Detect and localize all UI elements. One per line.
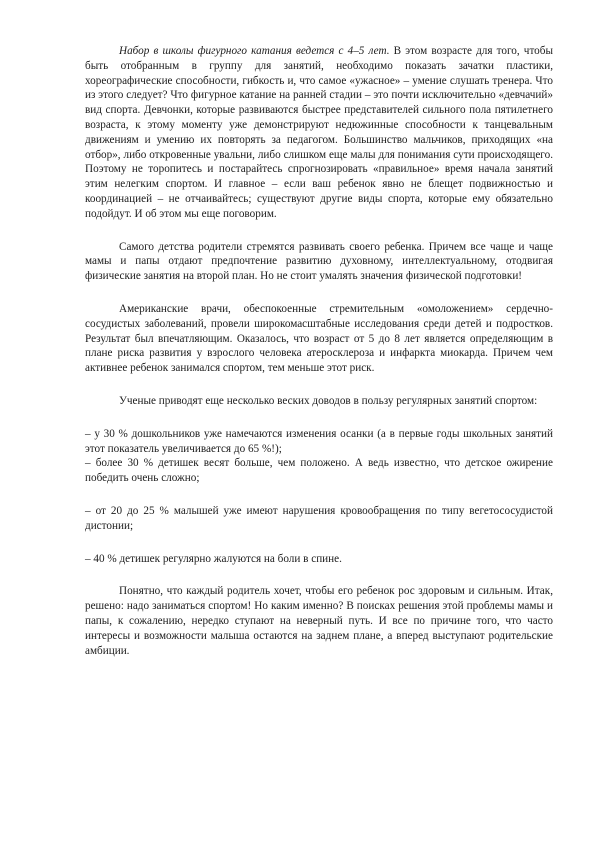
paragraph-intro xyxy=(85,44,553,222)
paragraph-gap xyxy=(85,566,553,584)
list-item-back-pain: – 40 % детишек регулярно жалуются на боли в спине. xyxy=(85,552,342,565)
paragraph-research: Американские врачи, обеспокоенные стремительным «омоложением» сердечно-сосудистых заболеваний, провели широкомасштабные исследования среди детей и подростков. Результат был впечатляющим. Оказалось, что возраст от 5 до 8 лет является определяющим в плане риска развития у взрослого человека атеросклероза и инфаркта миокарда. Причем чем активнее ребенок занимался спортом, тем меньше этот риск. xyxy=(85,302,553,375)
intro-italic-text: Набор в школы фигурного катания ведется с 4–5 лет. xyxy=(119,45,390,57)
intro-body-text: В этом возрасте для того, чтобы быть отобранным в группу для занятий, необходимо показать зачатки пластики, хореографические способности, гибкость и, что самое «ужасное» – умение слушать тренера. Что из этого следует? Что фигурное катание на ранней стадии – это почти исключительно «девчачий» вид спорта. Девчонки, которые развиваются быстрее представителей сильного пола пятилетнего возраста, к этому моменту уже демонстрируют недюжинные способности к танцевальным движениям и умению их повторять за педагогом. Большинство мальчиков, приходящих «на отбор», либо откровенные увальни, либо слишком еще малы для понимания сути происходящего. Поэтому не торопитесь и постарайтесь спрогнозировать «правильное» время начала занятий этим нелегким спортом. И главное – если ваш ребенок явно не блещет подвижностью и координацией – не отчаивайтесь; существуют другие виды спорта, которые ему обязательно подойдут. И об этом мы еще поговорим. xyxy=(85,45,553,220)
list-item-circulation: – от 20 до 25 % малышей уже имеют нарушения кровообращения по типу вегетососудистой дистонии; xyxy=(85,504,553,532)
paragraph-gap xyxy=(85,534,553,552)
paragraph-conclusion: Понятно, что каждый родитель хочет, чтобы его ребенок рос здоровым и сильным. Итак, решено: надо заниматься спортом! Но каким именно? В поисках решения этой проблемы мамы и папы, к сожалению, нередко ступают на неверный путь. И все по причине того, что часто интересы и возможности малыша остаются на заднем плане, а вперед выступают родительские амбиции. xyxy=(85,585,553,657)
paragraph-gap xyxy=(85,284,553,302)
paragraph-development: Самого детства родители стремятся развивать своего ребенка. Причем все чаще и чаще мамы и папы отдают предпочтение развитию духовному, интеллектуальному, отодвигая физические занятия на второй план. Но не стоит умалять значения физической подготовки! xyxy=(85,240,553,283)
paragraph-arguments: Ученые приводят еще несколько веских доводов в пользу регулярных занятий спортом: xyxy=(119,394,538,407)
paragraph-gap xyxy=(85,486,553,504)
list-item-posture: – у 30 % дошкольников уже намечаются изменения осанки (а в первые годы школьных занятий этот показатель увеличивается до 65 %!); xyxy=(85,427,553,455)
paragraph-gap xyxy=(85,222,553,240)
list-item-weight: – более 30 % детишек весят больше, чем положено. А ведь известно, что детское ожирение победить очень сложно; xyxy=(85,457,553,485)
paragraph-gap xyxy=(85,409,553,427)
paragraph-gap xyxy=(85,376,553,394)
document-page xyxy=(85,44,553,658)
